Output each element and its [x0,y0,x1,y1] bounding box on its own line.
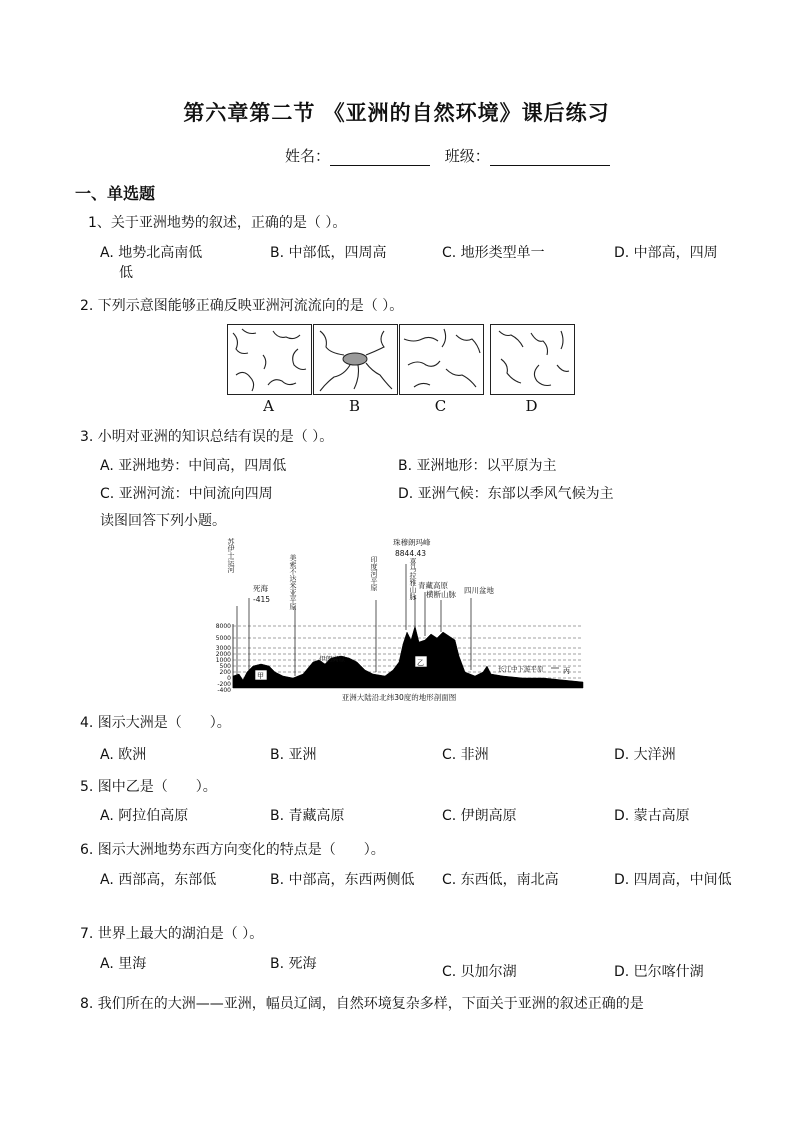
tick-label: 2000 [215,651,231,658]
tick-label: 8000 [215,623,231,630]
q4-option-a[interactable]: A. 欧洲 [100,747,147,763]
tick-label: 3000 [215,645,231,652]
q1-option-d[interactable]: D. 中部高，四周 [614,245,718,261]
terrain-profile [233,626,583,688]
class-field[interactable] [490,149,610,166]
sichuan-label: 四川盆地 [464,586,494,595]
class-label: 班级： [444,147,490,165]
q3-option-d[interactable]: D. 亚洲气候：东部以季风气候为主 [398,486,614,502]
q7-option-c[interactable]: C. 贝加尔湖 [442,964,517,980]
peak-height: 8844.43 [395,549,427,558]
himal-label: 喜马拉雅山脉 [409,558,417,600]
read-figure-instruction: 读图回答下列小题。 [100,513,226,529]
tick-label: 500 [219,663,231,670]
river-map-d[interactable] [490,324,575,395]
figure-caption: 亚洲大陆沿北纬30度的地形剖面图 [341,693,457,702]
q5-option-c[interactable]: C. 伊朗高原 [442,808,517,824]
plateau-qz-label: 青藏高原 [418,581,448,590]
q3-option-c[interactable]: C. 亚洲河流：中间流向四周 [100,486,273,502]
q4-option-c[interactable]: C. 非洲 [442,747,489,763]
q5-option-b[interactable]: B. 青藏高原 [270,808,345,824]
label-jia: 甲 [257,672,264,680]
tick-label: 0 [227,675,231,682]
hengduan-label: 横断山脉 [426,590,456,599]
q5-option-a[interactable]: A. 阿拉伯高原 [100,808,189,824]
q4-option-b[interactable]: B. 亚洲 [270,747,317,763]
river-map-a[interactable] [227,324,312,395]
question-3-stem: 3. 小明对亚洲的知识总结有误的是（ ）。 [80,429,334,445]
q7-option-d[interactable]: D. 巴尔喀什湖 [614,964,704,980]
indus-label: 印度河平原 [370,556,378,591]
section-heading: 一、单选题 [75,184,156,203]
q4-option-d[interactable]: D. 大洋洲 [614,747,676,763]
changjiang-label: 长江中下游平原 [498,665,544,673]
river-map-label-d: D [525,397,538,415]
deadsea-height: -415 [253,595,271,604]
q1-option-a[interactable]: A. 地势北高南低 [100,245,203,261]
tick-label: -400 [217,687,231,694]
tick-label: -200 [217,681,231,688]
q6-option-b[interactable]: B. 中部高，东西两侧低 [270,872,415,888]
tick-label: 5000 [215,635,231,642]
q3-option-b[interactable]: B. 亚洲地形：以平原为主 [398,458,557,474]
river-map-b[interactable] [313,324,398,395]
mesop-label: 美索不达米亚平原 [289,554,297,610]
deadsea-label: 死海 [253,584,268,593]
peak-label: 珠穆朗玛峰 [393,538,431,547]
q6-option-d[interactable]: D. 四周高，中间低 [614,872,732,888]
question-2-stem: 2. 下列示意图能够正确反映亚洲河流流向的是（ ）。 [80,298,404,314]
q6-option-a[interactable]: A. 西部高，东部低 [100,872,217,888]
q1-option-a-cont: 低 [119,265,133,281]
tick-label: 1000 [215,657,231,664]
q1-option-c[interactable]: C. 地形类型单一 [442,245,545,261]
q7-option-a[interactable]: A. 里海 [100,956,147,972]
question-4-stem: 4. 图示大洲是（ ）。 [80,715,231,731]
question-8-stem: 8. 我们所在的大洲——亚洲，幅员辽阔，自然环境复杂多样，下面关于亚洲的叙述正确的是 [80,996,644,1012]
q1-option-b[interactable]: B. 中部低，四周高 [270,245,387,261]
label-yi: 乙 [417,659,424,667]
river-map-label-b: B [348,397,361,415]
terrain-profile-figure [213,536,586,704]
q3-option-a[interactable]: A. 亚洲地势：中间高，四周低 [100,458,287,474]
river-map-label-a: A [263,397,274,415]
question-6-stem: 6. 图示大洲地势东西方向变化的特点是（ ）。 [80,842,385,858]
q6-option-c[interactable]: C. 东西低，南北高 [442,872,559,888]
page-title: 第六章第二节 《亚洲的自然环境》课后练习 [183,101,610,125]
river-map-c[interactable] [399,324,484,395]
q5-option-d[interactable]: D. 蒙古高原 [614,808,690,824]
name-field[interactable] [330,149,430,166]
river-map-label-c: C [434,397,447,415]
question-1-stem: 1、关于亚洲地势的叙述，正确的是（ ）。 [88,215,347,231]
name-class-bar [285,145,610,166]
yilang-label: 伊朗高原 [319,655,345,663]
question-5-stem: 5. 图中乙是（ ）。 [80,779,217,795]
tick-label: 200 [219,669,231,676]
q7-option-b[interactable]: B. 死海 [270,956,317,972]
name-label: 姓名： [285,147,331,165]
label-bing: 丙 [563,667,570,675]
question-7-stem: 7. 世界上最大的湖泊是（ ）。 [80,926,264,942]
suez-label: 苏伊士运河 [227,538,235,573]
